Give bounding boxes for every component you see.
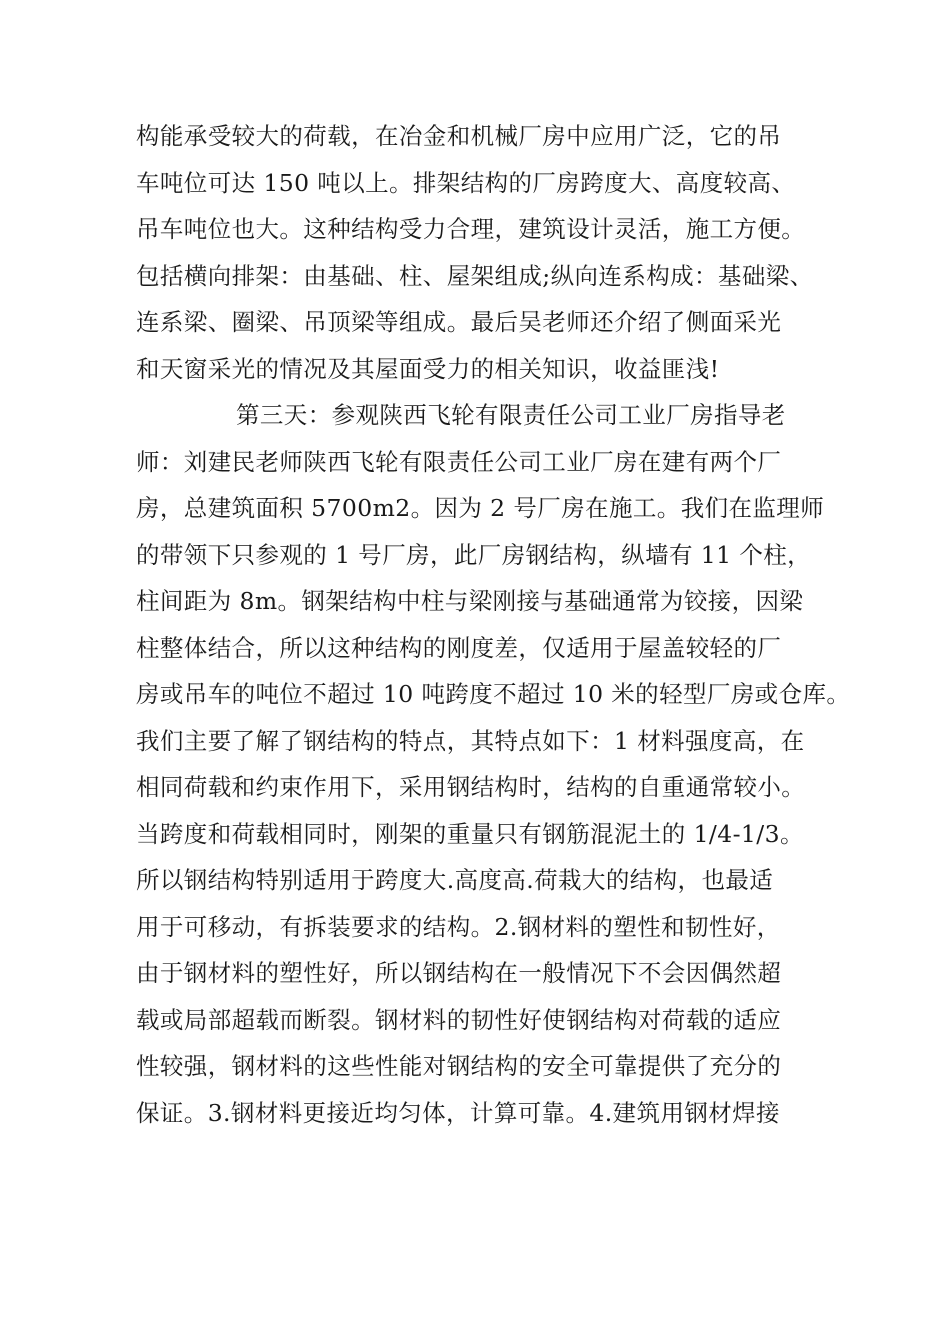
text-line: 载或局部超载而断裂。钢材料的韧性好使钢结构对荷载的适应 — [136, 1005, 782, 1034]
text-line: 所以钢结构特别适用于跨度大.高度高.荷栽大的结构，也最适 — [136, 866, 774, 894]
paragraph-start-line: 第三天：参观陕西飞轮有限责任公司工业厂房指导老 — [236, 401, 786, 429]
text-line: 构能承受较大的荷载，在冶金和机械厂房中应用广泛，它的吊 — [136, 122, 782, 150]
text-line: 保证。3.钢材料更接近均匀体，计算可靠。4.建筑用钢材焊接 — [136, 1098, 780, 1127]
text-line: 包括横向排架：由基础、柱、屋架组成;纵向连系构成：基础梁、 — [136, 261, 814, 290]
text-line: 柱整体结合，所以这种结构的刚度差，仅适用于屋盖较轻的厂 — [136, 633, 782, 662]
body-text — [136, 113, 876, 1136]
text-line: 用于可移动，有拆装要求的结构。2.钢材料的塑性和韧性好， — [136, 912, 781, 941]
text-line: 和天窗采光的情况及其屋面受力的相关知识，收益匪浅! — [136, 354, 720, 383]
text-line: 相同荷载和约束作用下，采用钢结构时，结构的自重通常较小。 — [136, 773, 806, 801]
text-line: 性较强，钢材料的这些性能对钢结构的安全可靠提供了充分的 — [136, 1052, 782, 1080]
text-line: 吊车吨位也大。这种结构受力合理，建筑设计灵活，施工方便。 — [136, 215, 806, 243]
text-line: 师：刘建民老师陕西飞轮有限责任公司工业厂房在建有两个厂 — [136, 447, 782, 476]
text-line: 房或吊车的吨位不超过 10 吨跨度不超过 10 米的轻型厂房或仓库。 — [136, 680, 851, 708]
text-line: 当跨度和荷载相同时，刚架的重量只有钢筋混泥土的 1/4-1/3。 — [136, 819, 804, 848]
text-line: 车吨位可达 150 吨以上。排架结构的厂房跨度大、高度较高、 — [136, 168, 796, 197]
text-line: 房，总建筑面积 5700m2。因为 2 号厂房在施工。我们在监理师 — [136, 494, 825, 522]
text-line: 的带领下只参观的 1 号厂房，此厂房钢结构，纵墙有 11 个柱， — [136, 540, 812, 569]
text-line: 柱间距为 8m。钢架结构中柱与梁刚接与基础通常为铰接，因梁 — [136, 587, 804, 615]
text-line: 连系梁、圈梁、吊顶梁等组成。最后吴老师还介绍了侧面采光 — [136, 308, 782, 336]
text-line: 我们主要了解了钢结构的特点，其特点如下：1 材料强度高，在 — [136, 726, 805, 755]
text-line: 由于钢材料的塑性好，所以钢结构在一般情况下不会因偶然超 — [136, 959, 782, 987]
